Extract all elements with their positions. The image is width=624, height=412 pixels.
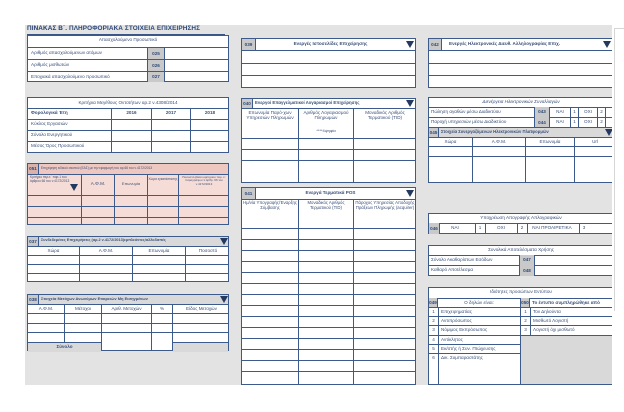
field-code: 051: [27, 164, 39, 174]
column-note: ****4ψηφία: [316, 128, 336, 133]
capacity-section: Ιδιότητες προσώπων Εντύπου 049 Ο δηλών είναι: 050 Το έντυπο συμπληρώθηκε από 1 Επιχειρηματίας 1 Τον Δηλούντα 2 Αντιπρόσωπος 2 Μισθωτό Λογιστή 3 Νόμιμος Εκπρόσωπος 3 Λογιστή όχι μισθωτό 4 Αντίκλητος 5 Εκ/στής ή Συν. Πτώχευσης 6 Δικ. Συμπαραστάτης: [428, 287, 612, 385]
capacity-option[interactable]: Νόμιμος Εκπρόσωπος: [441, 327, 488, 332]
section-045: [428, 127, 612, 183]
section-051-heading: Επιχείρηση ειδικού σκοπού (ΕΑΣ) με την εφαρμογή του αρ.66 του ν.4172/2013: [41, 166, 153, 170]
field-code: 027: [147, 72, 165, 82]
section-038: [27, 294, 229, 351]
field-code: 037: [27, 237, 39, 246]
field-code: 050: [521, 300, 529, 305]
filled-by-option[interactable]: Λογιστή όχι μισθωτό: [533, 327, 575, 332]
column-header: Χώρα: [444, 139, 457, 144]
field-code: 041: [241, 188, 256, 199]
yes-option[interactable]: ΝΑΙ: [556, 109, 564, 114]
dropdown-arrow-icon[interactable]: [220, 296, 228, 303]
results-row-label: Σύνολο Ακαθαρίστων Εσόδων: [431, 257, 493, 262]
no-option[interactable]: ΟΧΙ: [584, 109, 592, 114]
column-header: Α.Φ.Μ.: [491, 139, 507, 144]
staff-input[interactable]: [165, 48, 228, 59]
column-header: Κριτήριο περ.ε΄ παρ.1 του άρθρου 66 του ν.4172/2013: [30, 175, 70, 183]
ecommerce-row-label: Παροχή υπηρεσιών μέσω Διαδικτύου: [431, 119, 507, 124]
column-header: Αριθ. Μετοχών: [111, 306, 142, 311]
field-code: 047: [519, 255, 535, 265]
results-section: [428, 245, 612, 276]
staff-input[interactable]: [165, 60, 228, 71]
section-045-heading: Στοιχεία Συνεργαζόμενων Ηλεκτρονικών Πλατφορμών: [441, 129, 549, 134]
staff-input[interactable]: [165, 72, 228, 82]
capacity-option[interactable]: Αντίκλητος: [441, 337, 463, 342]
field-code: 045: [429, 130, 438, 135]
field-code: 043: [534, 107, 550, 117]
dropdown-arrow-icon[interactable]: [603, 41, 611, 48]
section-041: [241, 187, 416, 385]
staff-heading: Απασχολούμενο Προσωπικό: [98, 37, 158, 42]
inventory-option[interactable]: ΝΑΙ ΠΡΟΑΙΡΕΤΙΚΑ: [532, 225, 572, 230]
column-header: %: [159, 306, 165, 311]
capacity-option[interactable]: Δικ. Συμπαραστάτης: [441, 355, 483, 360]
staff-row: Αριθμός μισθωτών 026: [28, 59, 228, 71]
capacity-option[interactable]: Αντιπρόσωπος: [441, 318, 472, 323]
size-row-label: Μέσος Όρος Προσωπικού: [31, 143, 85, 148]
column-header: Είδος Μετοχών: [186, 306, 217, 311]
column-header: Α.Φ.Μ.: [90, 181, 106, 186]
staff-row: Αριθμός απασχολούμενων ατόμων 025: [28, 47, 228, 59]
column-header: Χώρα εγκατάστασης: [148, 177, 178, 181]
size-criteria-section: [27, 97, 229, 153]
section-042-heading: Ενεργές Ηλεκτρονικές Διευθ. Αλληλογραφίας Επιχ.: [449, 41, 561, 46]
filled-by-option[interactable]: Μισθωτό Λογιστή: [533, 318, 569, 323]
filled-by-option[interactable]: Τον Δηλούντα: [533, 309, 561, 314]
field-code: 040: [241, 99, 253, 108]
column-header: Ποσοστό: [198, 248, 218, 253]
field-code: 046: [428, 223, 440, 234]
staff-section: [27, 35, 229, 82]
field-code: 025: [147, 48, 165, 59]
dropdown-arrow-icon[interactable]: [220, 238, 228, 245]
column-header: Επωνυμία Παρό-χων Υπηρεσιών Πληρωμών: [246, 110, 294, 121]
inventory-option[interactable]: ΟΧΙ: [497, 225, 505, 230]
section-042: [428, 38, 612, 88]
dropdown-arrow-icon[interactable]: [605, 129, 612, 136]
inventory-option[interactable]: ΝΑΙ: [451, 225, 459, 230]
total-label: Σύνολο: [56, 344, 73, 349]
column-header: Μοναδικός Αριθμός Τερματικού (TID): [365, 110, 405, 121]
yes-option[interactable]: ΝΑΙ: [556, 119, 564, 124]
size-row-label: Σύνολο Ενεργητικού: [31, 132, 73, 137]
inventory-section: Υποχρέωση Απογραφής Απλογραφικών 046 ΝΑΙ 1 ΟΧΙ 2 ΝΑΙ ΠΡΟΑΙΡΕΤΙΚΑ 3: [428, 213, 612, 234]
column-header: Ποσοστό βάσει κριτηρίου περ. ε΄ παραγράφου 1 άρθρ. 66 του ν.4172/2013: [182, 175, 226, 186]
section-037-heading: Συνδεδεμένες Επιχειρήσεις (αρ.2 ν.4172/2013)εμπλεόντες/αλλοδαπές: [41, 238, 166, 242]
inventory-heading: Υποχρέωση Απογραφής Απλογραφικών: [480, 215, 562, 220]
form-title: ΠΙΝΑΚΑΣ Β΄. ΠΛΗΡΟΦΟΡΙΑΚΑ ΣΤΟΙΧΕΙΑ ΕΠΙΧΕΙΡΗΣΗΣ: [27, 25, 225, 35]
section-039: [241, 38, 416, 88]
column-header: Μοναδικός Αριθμός Τερματικού (TID): [307, 200, 345, 210]
tax-years-label: Φορολογικά Έτη: [31, 110, 68, 115]
field-code: 026: [147, 60, 165, 71]
section-037: [27, 236, 229, 282]
ecommerce-row-label: Πώληση αγαθών μέσω Διαδικτύου: [431, 109, 501, 114]
side-panel: [614, 28, 624, 311]
section-041-heading: Ενεργά Τερματικά POS: [305, 190, 356, 195]
staff-row: Εποχιακά απασχολούμενο προσωπικό 027: [28, 71, 228, 82]
field-code: 042: [428, 39, 442, 50]
column-header: Μέτοχοι: [75, 306, 91, 311]
field-code: 049: [429, 300, 437, 305]
ecommerce-section: Διενέργεια Ηλεκτρονικών Συναλλαγών Πώληση αγαθών μέσω Διαδικτύου 043 ΝΑΙ 1 ΟΧΙ 2 Παροχή υπηρεσιών μέσω Διαδικτύου 044 ΝΑΙ 1 ΟΧΙ 2: [428, 97, 612, 128]
column-header: Επωνυμία: [539, 139, 561, 144]
results-row-label: Καθαρό Αποτέλεσμα: [431, 267, 474, 272]
column-header: Ημ/νία Υπογραφής/Έναρξης Σύμβασης: [243, 200, 297, 210]
field-code: 048: [519, 265, 535, 276]
dropdown-arrow-icon[interactable]: [70, 184, 78, 191]
column-header: Α.Φ.Μ.: [98, 248, 114, 253]
column-header: Url: [592, 139, 598, 144]
section-040: [241, 98, 416, 183]
field-code: 039: [241, 39, 256, 50]
ecommerce-heading: Διενέργεια Ηλεκτρονικών Συναλλαγών: [482, 99, 560, 104]
capacity-option[interactable]: Επιχειρηματίας: [441, 309, 472, 314]
capacity-option[interactable]: Εκ/στής ή Συν. Πτώχευσης: [441, 346, 496, 351]
section-038-heading: Στοιχεία Μετόχων Ανωνύμων Εταιρειών Μη Εισηγμένων: [41, 296, 148, 301]
year-header: 2017: [165, 110, 177, 115]
field-code: 038: [27, 295, 39, 304]
no-option[interactable]: ΟΧΙ: [584, 119, 592, 124]
column-header: Α.Φ.Μ.: [38, 306, 54, 311]
size-row-label: Κύκλος Εργασιών: [31, 121, 68, 126]
results-heading: Συνολικά Αποτελέσματα Χρήσης: [488, 247, 554, 252]
section-039-heading: Ενεργές Ιστοσελίδες Επιχείρησης: [293, 41, 368, 46]
size-heading: Κριτήρια Μεγέθους Οντοτήτων αρ.2 ν.4308/2014: [78, 100, 178, 105]
dropdown-arrow-icon[interactable]: [406, 41, 414, 48]
year-header: 2016: [126, 110, 137, 115]
dropdown-arrow-icon[interactable]: [406, 100, 414, 107]
capacity-heading: Ιδιότητες προσώπων Εντύπου: [490, 289, 552, 294]
dropdown-arrow-icon[interactable]: [406, 190, 414, 197]
column-header: Αριθμός Λογαριασμού Πληρωμών: [303, 110, 349, 121]
form-sheet: [25, 25, 612, 385]
column-header: Επωνυμία: [148, 248, 170, 253]
left-heading: Ο δηλών είναι:: [464, 300, 494, 305]
section-051: [27, 163, 229, 225]
column-header: Πάροχος Υπηρεσίας Αποδοχής Πράξεων Πληρωμής (acquirer): [355, 200, 415, 210]
year-header: 2018: [204, 110, 216, 115]
column-header: Επωνυμία: [121, 181, 141, 186]
column-header: Χώρα: [47, 248, 60, 253]
right-heading: Το έντυπο συμπληρώθηκε από: [532, 300, 600, 305]
field-code: 044: [534, 117, 550, 128]
section-040-heading: Ενεργοί Επαγγελματικοί Λογαριασμοί Επιχείρησης: [255, 100, 360, 105]
